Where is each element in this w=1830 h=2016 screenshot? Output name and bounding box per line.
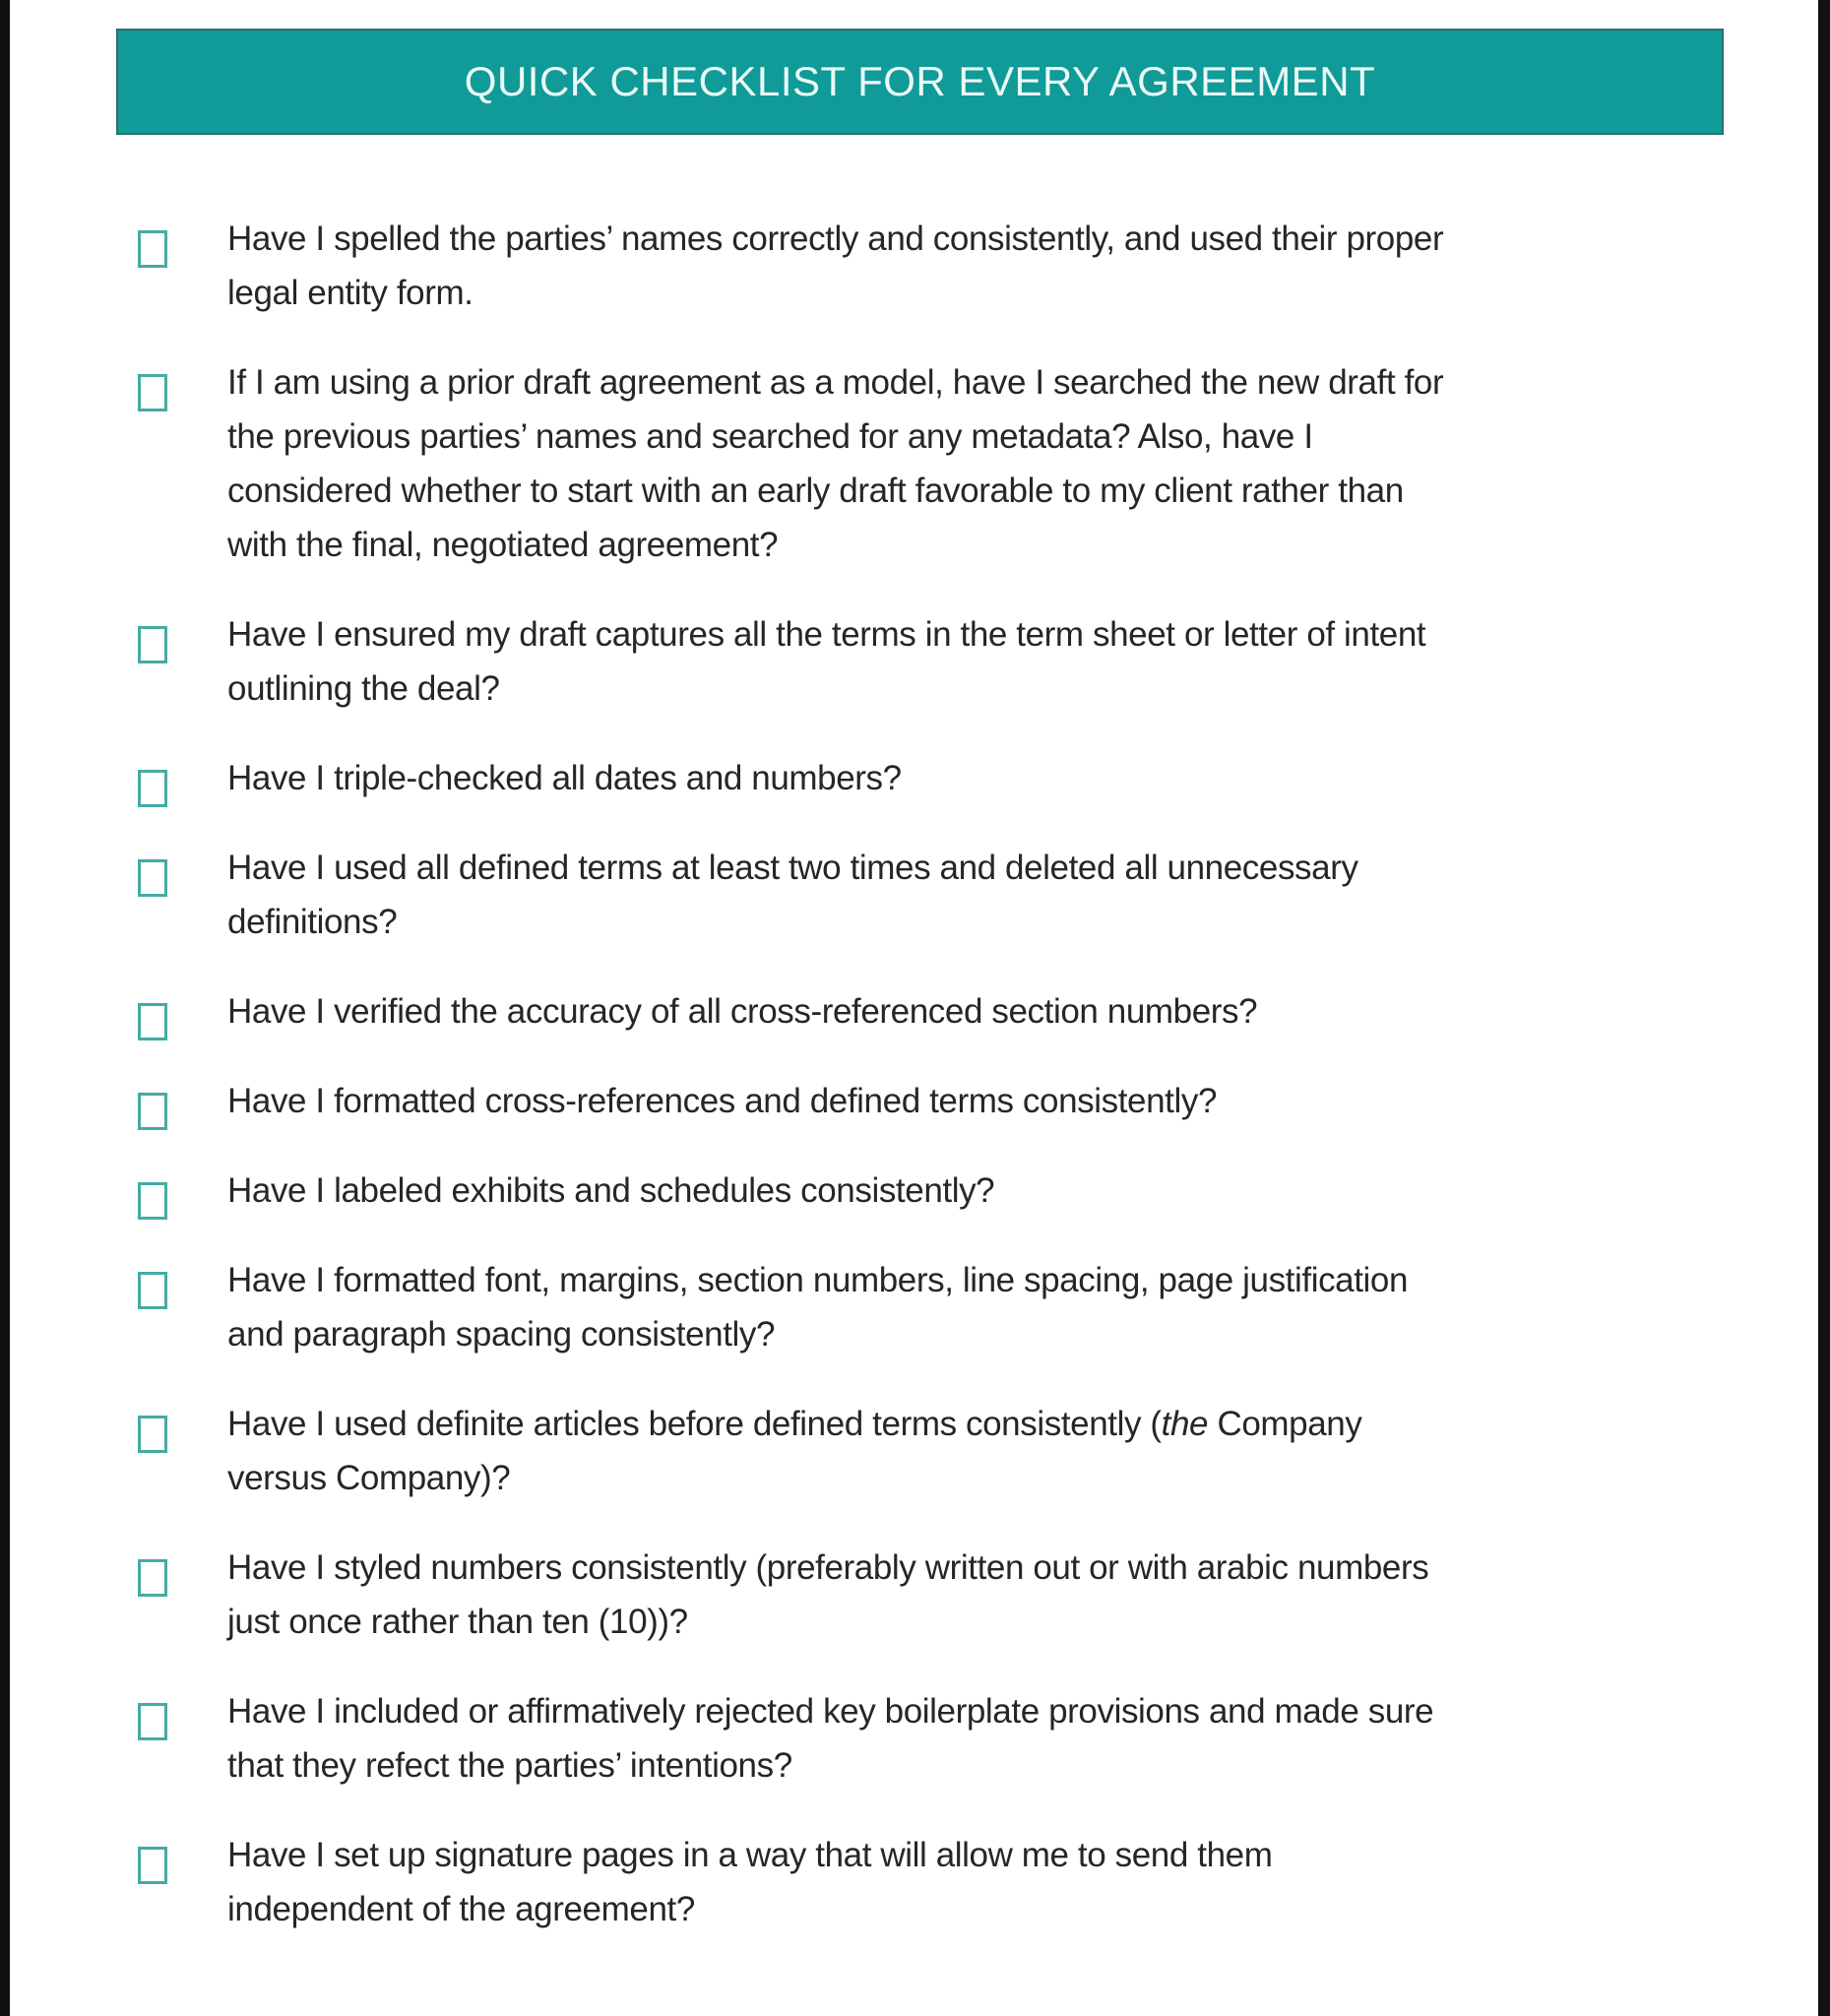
- checkbox[interactable]: [138, 230, 167, 268]
- text-segment: Company: [1208, 1405, 1362, 1443]
- checklist-item: [138, 1828, 1752, 1936]
- checklist-item-text: Have I used all defined terms at least two times and deleted all unnecessary: [227, 849, 1358, 887]
- checkbox[interactable]: [138, 626, 167, 663]
- checklist-item: [138, 212, 1752, 320]
- checklist-item-text: Have I labeled exhibits and schedules consistently?: [227, 1171, 995, 1210]
- checklist-item: [138, 355, 1752, 572]
- checkbox[interactable]: [138, 859, 167, 897]
- checklist-header: [116, 29, 1724, 135]
- checklist-item: [138, 1541, 1752, 1649]
- checklist-item-text: If I am using a prior draft agreement as a model, have I searched the new draft for: [227, 363, 1444, 402]
- checklist-item-text: Have I triple-checked all dates and numbers?: [227, 759, 902, 797]
- checklist-item-text: independent of the agreement?: [227, 1890, 695, 1928]
- checklist-item-text: Have I included or affirmatively rejected key boilerplate provisions and made sure: [227, 1692, 1434, 1731]
- checklist-item: [138, 984, 1752, 1039]
- page-edge-right: [1818, 0, 1830, 2016]
- checklist-item-text: definitions?: [227, 903, 398, 941]
- checkbox[interactable]: [138, 1182, 167, 1220]
- checklist-item-text: Have I spelled the parties’ names correctly and consistently, and used their proper: [227, 220, 1444, 258]
- italic-text: the: [1161, 1405, 1209, 1443]
- checklist-item: [138, 1397, 1752, 1505]
- checklist-item-text: considered whether to start with an early draft favorable to my client rather than: [227, 472, 1404, 510]
- checkbox[interactable]: [138, 1272, 167, 1309]
- checklist-item-text: Have I verified the accuracy of all cross-referenced section numbers?: [227, 992, 1258, 1031]
- checklist-title: QUICK CHECKLIST FOR EVERY AGREEMENT: [464, 58, 1376, 104]
- page-edge-left: [0, 0, 10, 2016]
- checkbox[interactable]: [138, 1416, 167, 1453]
- checklist-item: [138, 1164, 1752, 1218]
- checklist-item: [138, 1253, 1752, 1361]
- checklist-item: [138, 751, 1752, 805]
- checkbox[interactable]: [138, 1003, 167, 1040]
- checklist-item: [138, 1074, 1752, 1128]
- checklist: [138, 212, 1752, 1972]
- checklist-item-text: versus Company)?: [227, 1459, 511, 1497]
- checkbox[interactable]: [138, 1703, 167, 1740]
- checklist-item-text: Have I formatted cross-references and defined terms consistently?: [227, 1082, 1218, 1120]
- checklist-item-text: with the final, negotiated agreement?: [227, 526, 779, 564]
- checklist-item-text: just once rather than ten (10))?: [227, 1603, 688, 1641]
- checklist-item-text: Have I ensured my draft captures all the terms in the term sheet or letter of intent: [227, 615, 1426, 654]
- checklist-item-text: legal entity form.: [227, 274, 473, 312]
- checklist-item-text: [227, 1397, 1752, 1451]
- checklist-item-text: Have I formatted font, margins, section numbers, line spacing, page justification: [227, 1261, 1409, 1299]
- checkbox[interactable]: [138, 1559, 167, 1597]
- checklist-item-text: and paragraph spacing consistently?: [227, 1315, 776, 1354]
- checkbox[interactable]: [138, 1847, 167, 1884]
- checkbox[interactable]: [138, 374, 167, 411]
- checklist-item-text: Have I styled numbers consistently (preferably written out or with arabic numbers: [227, 1548, 1429, 1587]
- checklist-item-text: outlining the deal?: [227, 669, 500, 708]
- checklist-item: [138, 1684, 1752, 1793]
- checklist-item-text: Have I set up signature pages in a way that will allow me to send them: [227, 1836, 1273, 1874]
- checkbox[interactable]: [138, 770, 167, 807]
- text-segment: Have I used definite articles before defined terms consistently (: [227, 1405, 1162, 1443]
- checklist-item: [138, 841, 1752, 949]
- checklist-item-text: that they refect the parties’ intentions?: [227, 1746, 792, 1785]
- checkbox[interactable]: [138, 1093, 167, 1130]
- checklist-item: [138, 607, 1752, 716]
- checklist-item-text: the previous parties’ names and searched for any metadata? Also, have I: [227, 417, 1313, 456]
